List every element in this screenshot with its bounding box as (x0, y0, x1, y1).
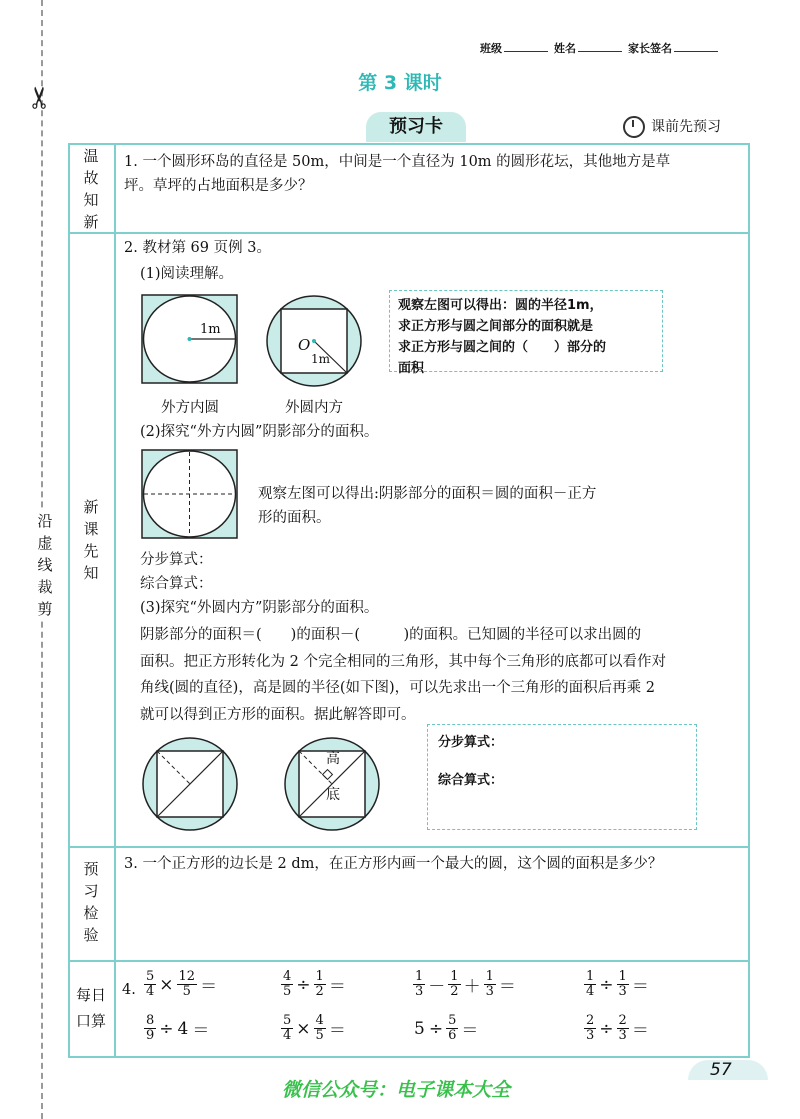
figure-2-caption: 外圆内方 (285, 400, 343, 416)
section-label-daily: 每日 口算 (75, 986, 106, 1030)
answer-box[interactable] (427, 724, 697, 830)
name-label: 姓名 (554, 42, 576, 55)
center-label: O (298, 336, 311, 354)
calc-item: $\frac{5}{4}$ × $\frac{4}{5}$ ＝ (283, 1013, 346, 1043)
height-label: 高 (326, 751, 340, 767)
combined-formula-label: 综合算式： (140, 576, 213, 592)
row-divider (68, 846, 750, 848)
step-3-paragraph: 阴影部分的面积＝( )的面积－( )的面积。已知圆的半径可以求出圆的 面积。把正方形转化为 2 个完全相同的三角形，其中每个三角形的底都可以看作对 角线(圆的直径)，高是圆的半径(如下图)，可以先求出一个三角形的面积后再乘 2 就可以得到正方形的面积。据此解答即可。 (140, 627, 666, 723)
label-column-divider (114, 143, 116, 1058)
calc-item: $\frac{5}{4}$ × $\frac{12}{5}$ ＝ (146, 969, 218, 999)
step-3-label: (3)探究“外圆内方”阴影部分的面积。 (140, 600, 379, 616)
calc-item: $\frac{8}{9}$ ÷ 4 ＝ (146, 1013, 210, 1043)
parent-sign-blank[interactable] (674, 51, 718, 52)
calc-item: $\frac{4}{5}$ ÷ $\frac{1}{2}$ ＝ (283, 969, 346, 999)
calc-item: $\frac{1}{4}$ ÷ $\frac{1}{3}$ ＝ (586, 969, 649, 999)
box-combined-formula-label: 综合算式： (438, 773, 504, 788)
page-number: 57 (710, 1060, 732, 1080)
square-outside-circle-figure (140, 293, 240, 385)
question-1: 1. 一个圆形环岛的直径是 50m，中间是一个直径为 10m 的圆形花坛，其他地方是草 坪。草坪的占地面积是多少？ (124, 154, 671, 194)
radius-label: 1m (200, 322, 221, 337)
calc-item: $\frac{1}{3}$ － $\frac{1}{2}$ ＋ $\frac{1}{3}$ ＝ (415, 969, 516, 999)
square-circle-quarter-figure (140, 448, 240, 540)
student-info-line (480, 40, 724, 56)
row-divider (68, 960, 750, 962)
calc-item: 5 ÷ $\frac{5}{6}$ ＝ (414, 1013, 479, 1043)
class-blank[interactable] (504, 51, 548, 52)
question-2-title: 2. 教材第 69 页例 3。 (124, 240, 271, 256)
calc-item: $\frac{2}{3}$ ÷ $\frac{2}{3}$ ＝ (586, 1013, 649, 1043)
step-2-observation: 观察左图可以得出:阴影部分的面积＝圆的面积－正方 形的面积。 (258, 486, 597, 526)
footer-brand: 微信公众号：电子课本大全 (282, 1079, 511, 1101)
circle-square-triangles-figure (140, 735, 240, 833)
circle-outside-square-figure (264, 293, 364, 389)
step-formula-label: 分步算式： (140, 552, 213, 568)
row-divider (68, 232, 750, 234)
parent-sign-label: 家长签名 (628, 42, 672, 55)
question-4-number: 4. (122, 982, 136, 998)
step-1-label: (1)阅读理解。 (140, 266, 234, 282)
section-label-new: 新 课 先 知 (83, 498, 99, 582)
section-label-check: 预 习 检 验 (83, 860, 99, 944)
preview-tag: 课前先预习 (623, 116, 721, 138)
scissors-icon: ✂ (23, 84, 59, 111)
box-step-formula-label: 分步算式： (438, 735, 504, 750)
observation-box: 观察左图可以得出：圆的半径1m， 求正方形与圆之间部分的面积就是 求正方形与圆之间的（ ）部分的 面积 (389, 290, 663, 372)
card-title: 预习卡 (366, 112, 466, 142)
figure-1-caption: 外方内圆 (161, 400, 219, 416)
base-label: 底 (326, 787, 340, 803)
cut-instruction: 沿 虚 线 裁 剪 (37, 512, 53, 618)
name-blank[interactable] (578, 51, 622, 52)
radius-label: 1m (311, 352, 331, 366)
class-label: 班级 (480, 42, 502, 55)
alarm-clock-icon (623, 116, 645, 138)
step-2-label: (2)探究“外方内圆”阴影部分的面积。 (140, 424, 379, 440)
question-3: 3. 一个正方形的边长是 2 dm，在正方形内画一个最大的圆，这个圆的面积是多少？ (124, 856, 663, 872)
lesson-title: 第 3 课时 (358, 72, 442, 94)
section-label-review: 温 故 知 新 (83, 147, 99, 231)
